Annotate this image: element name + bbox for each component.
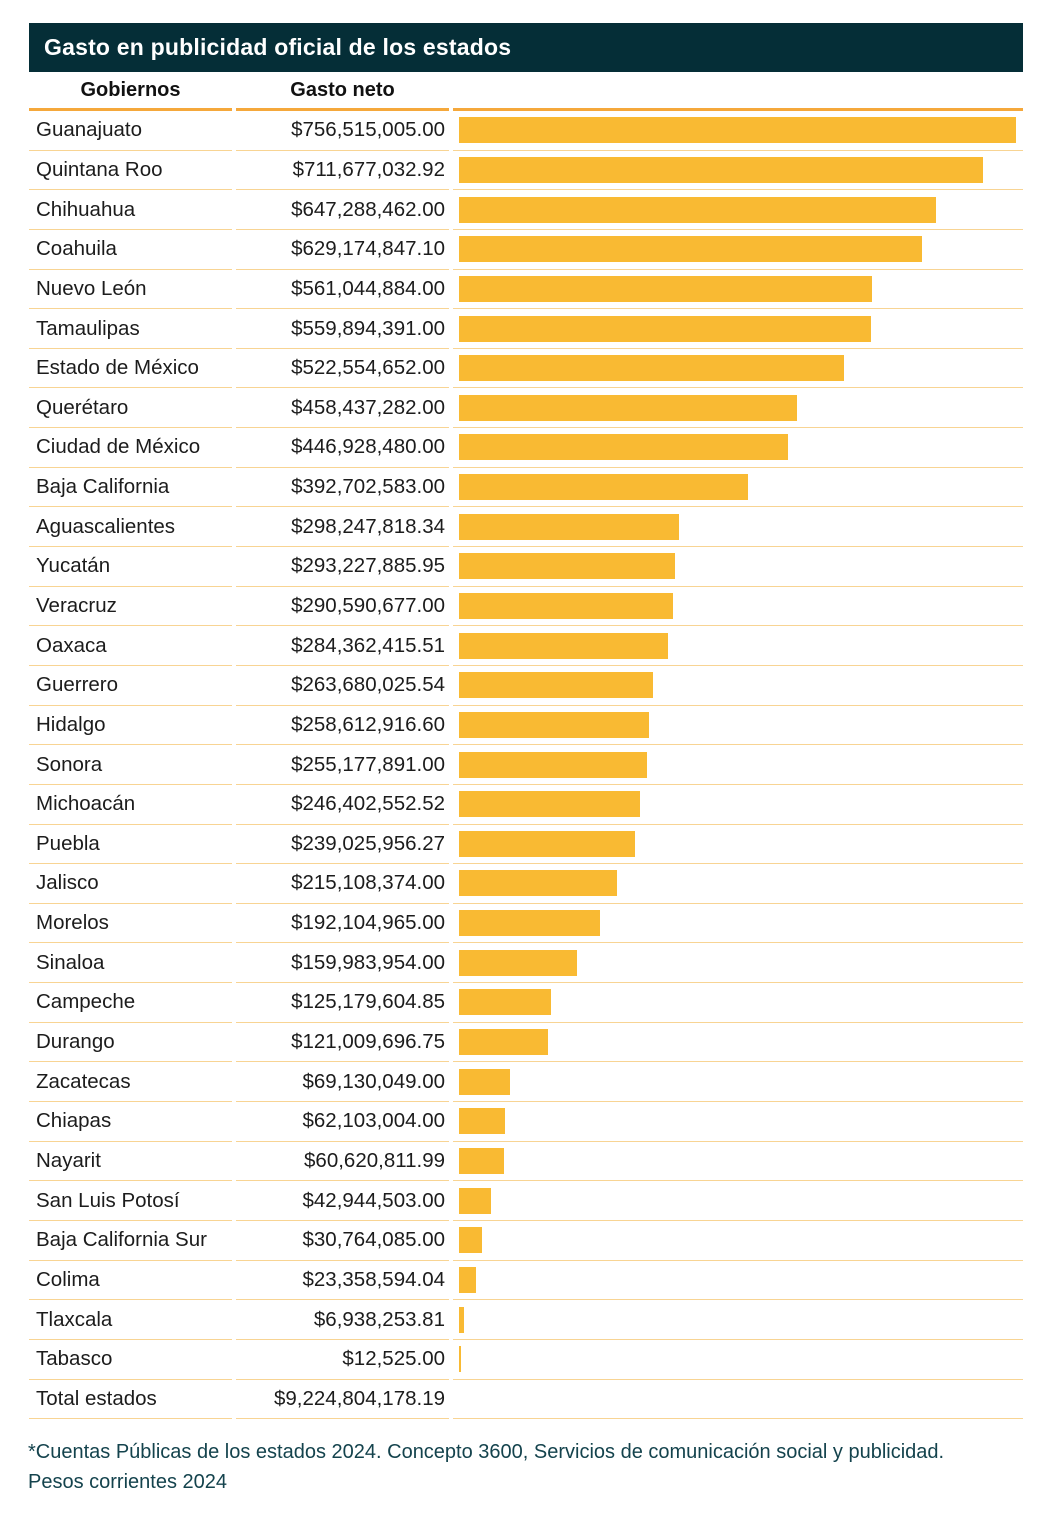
net-spend-cell: $23,358,594.04 [236,1261,449,1301]
table-row [29,1181,1023,1221]
net-spend-cell: $192,104,965.00 [236,904,449,944]
table-row [29,1300,1023,1340]
bar-cell [453,626,1023,666]
total-bar-cell [453,1380,1023,1420]
table-row [29,468,1023,508]
net-spend-cell: $290,590,677.00 [236,587,449,627]
spend-bar [459,1188,491,1214]
table-row [29,547,1023,587]
bar-cell [453,1221,1023,1261]
bar-cell [453,1102,1023,1142]
bar-cell [453,111,1023,151]
bar-cell [453,943,1023,983]
spend-bar [459,434,788,460]
spend-bar [459,672,653,698]
net-spend-cell: $647,288,462.00 [236,190,449,230]
net-spend-cell: $559,894,391.00 [236,309,449,349]
spend-bar [459,157,983,183]
bar-cell [453,785,1023,825]
net-spend-cell: $522,554,652.00 [236,349,449,389]
net-spend-cell: $458,437,282.00 [236,388,449,428]
bar-cell [453,309,1023,349]
table-row [29,1261,1023,1301]
table-row [29,507,1023,547]
spend-bar [459,1029,548,1055]
bar-cell [453,666,1023,706]
spend-bar [459,791,640,817]
bar-cell [453,349,1023,389]
net-spend-cell: $711,677,032.92 [236,151,449,191]
net-spend-cell: $246,402,552.52 [236,785,449,825]
footnote-line-2: Pesos corrientes 2024 [28,1471,228,1493]
net-spend-cell: $255,177,891.00 [236,745,449,785]
state-name-cell: Chihuahua [29,190,232,230]
state-name-cell: Oaxaca [29,626,232,666]
table-row [29,1221,1023,1261]
state-name-cell: San Luis Potosí [29,1181,232,1221]
table-row [29,1062,1023,1102]
state-name-cell: Quintana Roo [29,151,232,191]
title-band [29,23,1023,72]
spend-bar [459,831,635,857]
column-header-bar-spacer [453,72,1023,111]
bar-cell [453,468,1023,508]
table-row [29,825,1023,865]
bar-cell [453,1181,1023,1221]
bar-cell [453,706,1023,746]
spend-bar [459,950,577,976]
column-header-net-spend: Gasto neto [236,72,449,111]
spend-bar [459,989,551,1015]
net-spend-cell: $258,612,916.60 [236,706,449,746]
table-row [29,190,1023,230]
state-name-cell: Colima [29,1261,232,1301]
spend-bar [459,593,673,619]
bar-cell [453,1261,1023,1301]
table-row [29,587,1023,627]
table-row [29,1102,1023,1142]
page-title: Gasto en publicidad oficial de los estados [44,34,512,60]
state-name-cell: Zacatecas [29,1062,232,1102]
state-name-cell: Sonora [29,745,232,785]
bar-cell [453,904,1023,944]
bar-cell [453,825,1023,865]
table-row [29,706,1023,746]
table-row [29,1023,1023,1063]
state-name-cell: Sinaloa [29,943,232,983]
state-name-cell: Morelos [29,904,232,944]
table-row [29,151,1023,191]
state-name-cell: Coahuila [29,230,232,270]
table-row [29,983,1023,1023]
net-spend-cell: $284,362,415.51 [236,626,449,666]
bar-cell [453,587,1023,627]
spend-bar [459,870,617,896]
bar-cell [453,1340,1023,1380]
net-spend-cell: $121,009,696.75 [236,1023,449,1063]
net-spend-cell: $159,983,954.00 [236,943,449,983]
table-body [29,111,1023,1380]
state-name-cell: Jalisco [29,864,232,904]
spend-bar [459,910,600,936]
state-name-cell: Yucatán [29,547,232,587]
spend-bar [459,316,871,342]
state-name-cell: Guanajuato [29,111,232,151]
net-spend-cell: $6,938,253.81 [236,1300,449,1340]
spend-bar [459,276,872,302]
state-name-cell: Nayarit [29,1142,232,1182]
spend-bar [459,355,844,381]
bar-cell [453,190,1023,230]
net-spend-cell: $12,525.00 [236,1340,449,1380]
table-row [29,943,1023,983]
net-spend-cell: $561,044,884.00 [236,270,449,310]
spend-bar [459,197,936,223]
bar-cell [453,230,1023,270]
net-spend-cell: $62,103,004.00 [236,1102,449,1142]
state-name-cell: Baja California Sur [29,1221,232,1261]
spend-bar [459,1227,482,1253]
total-net-spend: $9,224,804,178.19 [236,1380,449,1420]
net-spend-cell: $293,227,885.95 [236,547,449,587]
net-spend-cell: $30,764,085.00 [236,1221,449,1261]
table-row [29,904,1023,944]
column-header-government: Gobiernos [29,72,232,111]
table-row [29,349,1023,389]
table-row [29,388,1023,428]
state-name-cell: Querétaro [29,388,232,428]
total-label: Total estados [29,1380,232,1420]
spend-bar [459,1108,505,1134]
total-row [29,1380,1023,1420]
spend-table [29,72,1023,1419]
spend-bar [459,553,675,579]
net-spend-cell: $239,025,956.27 [236,825,449,865]
spend-bar [459,474,748,500]
spend-bar [459,1267,476,1293]
net-spend-cell: $42,944,503.00 [236,1181,449,1221]
table-row [29,309,1023,349]
state-name-cell: Baja California [29,468,232,508]
bar-cell [453,1062,1023,1102]
state-name-cell: Veracruz [29,587,232,627]
bar-cell [453,1142,1023,1182]
state-name-cell: Hidalgo [29,706,232,746]
spend-bar [459,395,797,421]
table-row [29,626,1023,666]
table-row [29,1340,1023,1380]
spend-bar [459,1148,504,1174]
net-spend-cell: $60,620,811.99 [236,1142,449,1182]
spend-bar [459,1307,464,1333]
state-name-cell: Aguascalientes [29,507,232,547]
spend-bar [459,1346,461,1372]
state-name-cell: Ciudad de México [29,428,232,468]
table-header-row [29,72,1023,111]
spend-bar [459,236,922,262]
table-row [29,864,1023,904]
spend-bar [459,514,679,540]
bar-cell [453,507,1023,547]
table-row [29,785,1023,825]
bar-cell [453,270,1023,310]
bar-cell [453,1300,1023,1340]
bar-cell [453,547,1023,587]
state-name-cell: Guerrero [29,666,232,706]
state-name-cell: Puebla [29,825,232,865]
state-name-cell: Tabasco [29,1340,232,1380]
state-name-cell: Tlaxcala [29,1300,232,1340]
spend-bar [459,752,647,778]
state-name-cell: Michoacán [29,785,232,825]
table-row [29,666,1023,706]
spend-bar [459,1069,510,1095]
table-row [29,111,1023,151]
table-row [29,270,1023,310]
net-spend-cell: $215,108,374.00 [236,864,449,904]
net-spend-cell: $392,702,583.00 [236,468,449,508]
spend-bar [459,712,649,738]
spend-bar [459,633,668,659]
net-spend-cell: $629,174,847.10 [236,230,449,270]
net-spend-cell: $446,928,480.00 [236,428,449,468]
footnote [28,1437,1018,1497]
bar-cell [453,983,1023,1023]
bar-cell [453,388,1023,428]
state-name-cell: Tamaulipas [29,309,232,349]
net-spend-cell: $69,130,049.00 [236,1062,449,1102]
table-row [29,745,1023,785]
state-name-cell: Campeche [29,983,232,1023]
bar-cell [453,428,1023,468]
state-name-cell: Estado de México [29,349,232,389]
table-row [29,230,1023,270]
net-spend-cell: $125,179,604.85 [236,983,449,1023]
spend-bar [459,117,1016,143]
net-spend-cell: $263,680,025.54 [236,666,449,706]
bar-cell [453,864,1023,904]
state-name-cell: Durango [29,1023,232,1063]
state-name-cell: Nuevo León [29,270,232,310]
net-spend-cell: $298,247,818.34 [236,507,449,547]
table-row [29,1142,1023,1182]
table-row [29,428,1023,468]
bar-cell [453,745,1023,785]
bar-cell [453,1023,1023,1063]
net-spend-cell: $756,515,005.00 [236,111,449,151]
bar-cell [453,151,1023,191]
state-name-cell: Chiapas [29,1102,232,1142]
footnote-line-1: *Cuentas Públicas de los estados 2024. Concepto 3600, Servicios de comunicación social y publicidad. [28,1441,945,1463]
